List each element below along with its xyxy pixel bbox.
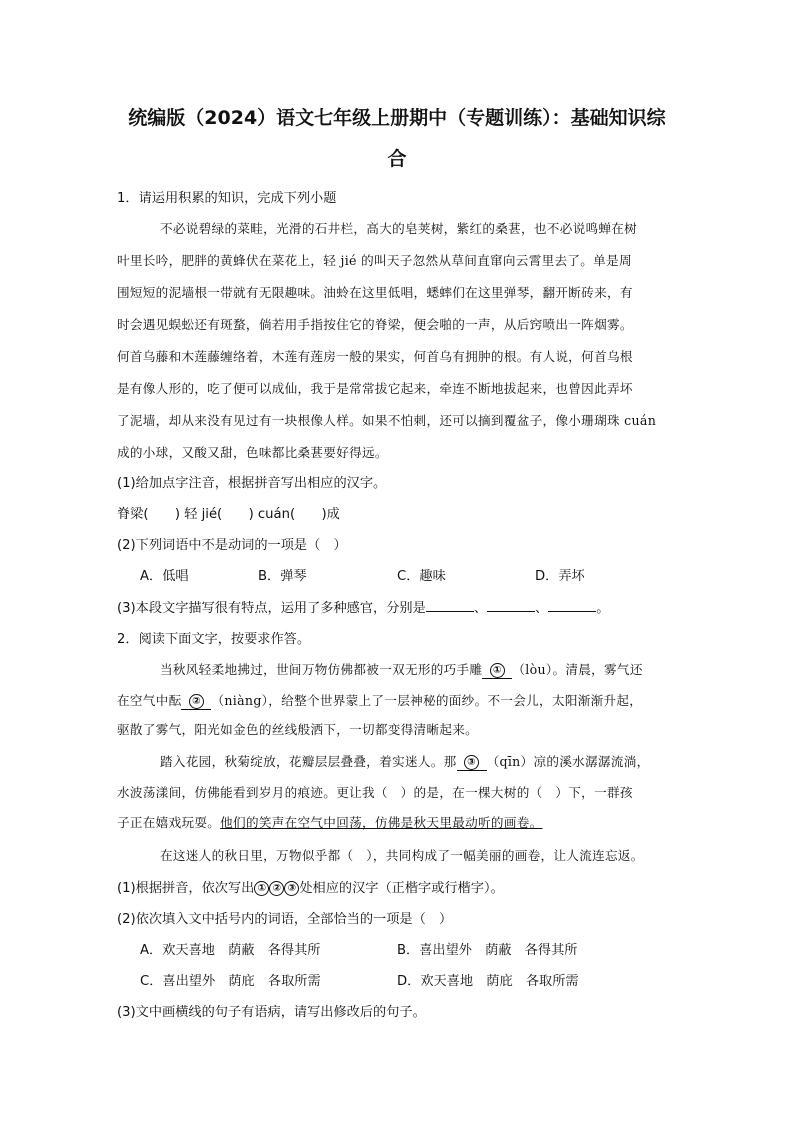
- q2-passage-line: 水波荡漾间，仿佛能看到岁月的痕迹。更让我（ ）的是，在一棵大树的（ ）下，一群孩: [117, 785, 633, 800]
- circled-number-3: ③: [284, 881, 299, 896]
- q1-passage-line: 成的小球，又酸又甜，色味都比桑葚要好得远。: [117, 445, 388, 460]
- q2-passage-line: 在这迷人的秋日里，万物似乎都（ ），共同构成了一幅美丽的画卷，让人流连忘返。: [160, 848, 644, 863]
- circled-number-2: ②: [269, 881, 284, 896]
- q2-passage-line: [117, 812, 543, 831]
- q1-stem: 1．请运用积累的知识，完成下列小题: [117, 191, 337, 206]
- passage-text: 踏入花园，秋菊绽放，花瓣层层叠叠，着实迷人。那: [160, 754, 457, 769]
- q1-sub2: (2)下列词语中不是动词的一项是（ ）: [117, 538, 347, 553]
- q1-passage-line: 时会遇见蜈蚣还有斑蝥，倘若用手指按住它的脊梁，便会啪的一声，从后窍喷出一阵烟雾。: [117, 317, 633, 332]
- q1-option-d: D．弄坏: [535, 569, 585, 584]
- passage-text: 在空气中酝: [117, 693, 182, 708]
- q2-sub2: (2)依次填入文中括号内的词语，全部恰当的一项是（ ）: [117, 912, 453, 927]
- passage-text: （qīn）凉的溪水潺潺流淌，: [486, 754, 650, 769]
- q1-sub1: (1)给加点字注音，根据拼音写出相应的汉字。: [117, 476, 387, 491]
- answer-blank[interactable]: [548, 599, 596, 612]
- circled-number-1: ①: [254, 881, 269, 896]
- passage-text: 子正在嬉戏玩耍。: [117, 815, 221, 830]
- q2-option-b: B．喜出望外 荫蔽 各得其所: [397, 943, 578, 958]
- q1-passage-line: 何首乌藤和木莲藤缠络着，木莲有莲房一般的果实，何首乌有拥肿的根。有人说，何首乌根: [117, 349, 633, 364]
- q2-passage-line: 驱散了雾气，阳光如金色的丝线般洒下，一切都变得清晰起来。: [117, 722, 479, 737]
- q1-option-b: B．弹琴: [258, 569, 307, 584]
- q1-passage-line: 了泥墙，却从来没有见过有一块根像人样。如果不怕刺，还可以摘到覆盆子，像小珊瑚珠 cuán: [117, 413, 657, 428]
- q1-passage-line: 围短短的泥墙根一带就有无限趣味。油蛉在这里低唱，蟋蟀们在这里弹琴，翻开断砖来，有: [117, 285, 633, 300]
- answer-blank[interactable]: [426, 599, 474, 612]
- q1-passage-line: 是有像人形的，吃了便可以成仙，我于是常常拔它起来，牵连不断地拔起来，也曾因此弄坏: [117, 381, 633, 396]
- q2-passage-line: [117, 690, 642, 710]
- q2-passage-line: [160, 659, 643, 679]
- q2-passage-line: [160, 751, 650, 771]
- passage-text: （niàng），给整个世界蒙上了一层神秘的面纱。不一会儿，太阳渐渐升起，: [211, 693, 643, 708]
- circled-number-1: ①: [490, 663, 505, 678]
- answer-blank[interactable]: [487, 599, 535, 612]
- circled-number-2: ②: [189, 694, 204, 709]
- q1-option-a: A．低唱: [140, 569, 189, 584]
- q2-sub1: [117, 877, 504, 896]
- q1-sub3-text: (3)本段文字描写很有特点，运用了多种感官，分别是: [117, 601, 426, 616]
- q2-sub3: (3)文中画横线的句子有语病，请写出修改后的句子。: [117, 1005, 426, 1020]
- underlined-sentence: 他们的笑声在空气中回荡，仿佛是秋天里最动听的画卷。: [220, 815, 543, 830]
- separator: 、: [473, 601, 487, 616]
- separator: 、: [535, 601, 549, 616]
- page-title-cont: 合: [387, 148, 407, 170]
- passage-text: 当秋风轻柔地拂过，世间万物仿佛都被一双无形的巧手雕: [160, 662, 483, 677]
- q1-passage-line: 叶里长吟，肥胖的黄蜂伏在菜花上，轻 jié 的叫天子忽然从草间直窜向云霄里去了。单是周: [117, 253, 632, 268]
- q2-sub1-text: (1)根据拼音，依次写出: [117, 881, 255, 896]
- fill-slot-2[interactable]: [181, 693, 211, 710]
- q2-option-c: C．喜出望外 荫庇 各取所需: [140, 974, 321, 989]
- q2-sub1-text: 处相应的汉字（正楷字或行楷字）。: [299, 881, 504, 896]
- passage-text: （lòu）。清晨，雾气还: [512, 662, 643, 677]
- q2-stem: 2．阅读下面文字，按要求作答。: [117, 632, 311, 647]
- circled-number-3: ③: [464, 755, 479, 770]
- q1-option-c: C．趣味: [397, 569, 446, 584]
- q2-option-a: A．欢天喜地 荫蔽 各得其所: [140, 943, 321, 958]
- period: 。: [596, 601, 610, 616]
- q2-option-d: D．欢天喜地 荫庇 各取所需: [397, 974, 579, 989]
- q1-passage-line: 不必说碧绿的菜畦，光滑的石井栏，高大的皂荚树，紫红的桑葚，也不必说鸣蝉在树: [160, 221, 638, 236]
- fill-slot-3[interactable]: [457, 754, 487, 771]
- fill-slot-1[interactable]: [482, 662, 512, 679]
- q1-sub1-items: 脊梁( ) 轻 jié( ) cuán( )成: [117, 507, 340, 522]
- page-title: 统编版（2024）语文七年级上册期中（专题训练）：基础知识综: [128, 107, 666, 129]
- q1-sub3: [117, 597, 609, 616]
